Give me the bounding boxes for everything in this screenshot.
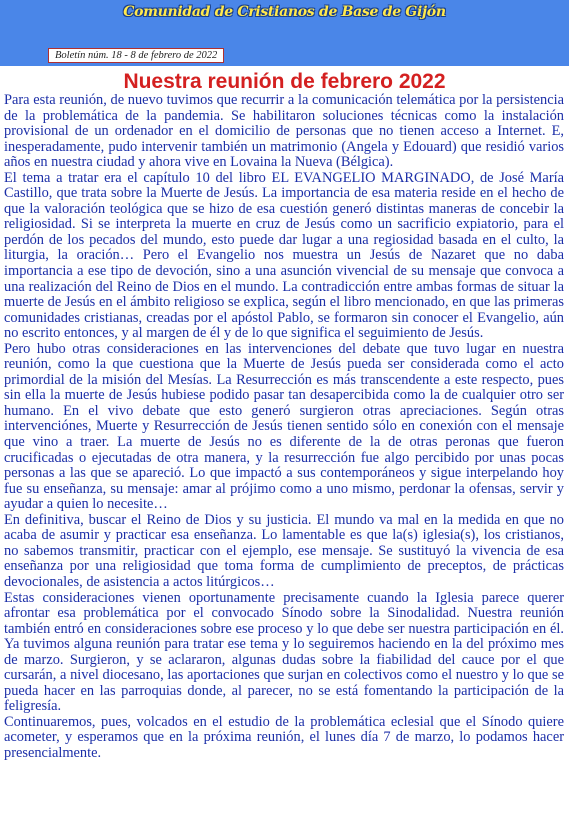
article-body (4, 93, 564, 762)
masthead-title: Comunidad de Cristianos de Base de Gijón (123, 4, 446, 20)
article-paragraph: Continuaremos, pues, volcados en el estudio de la problemática eclesial que el Sínodo quiere acometer, y esperamos que en la próxima reunión, el lunes día 7 de marzo, lo podamos hacer presencialmente. (4, 713, 564, 761)
article-title: Nuestra reunión de febrero 2022 (123, 70, 446, 93)
issue-label: Boletín núm. 18 - 8 de febrero de 2022 (48, 48, 224, 63)
article-paragraph: Para esta reunión, de nuevo tuvimos que recurrir a la comunicación telemática por la persistencia de la problemática de la pandemia. Se habilitaron soluciones técnicas como la instalación provisional de un ordenador en el domicilio de personas que no tienen acceso a Internet. E, inesperadamente, pudo intervenir también un matrimonio (Angela y Edouard) que residió varios años en nuestra ciudad y ahora vive en Lovaina la Nueva (Bélgica). (4, 92, 564, 171)
article-paragraph: Pero hubo otras consideraciones en las intervenciones del debate que tuvo lugar en nuestra reunión, como la que cuestiona que la Muerte de Jesús pueda ser considerada como el acto primordial de la misión del Mesías. La Resurrección es más transcendente a este respecto, pues sin ella la muerte de Jesús hubiese podido pasar tan desapercibida como la de cualquier otro ser humano. En el vivo debate que esto generó surgieron otras apreciaciones. Según otras intervenciónes, Muerte y Resurrección de Jesús tienen sentido sólo en conexión con el mensaje que vino a traer. La muerte de Jesús no es diferente de la de otras peronas que fueron crucificadas o ejecutadas de otra manera, y la resurrección fue algo percibido por unas pocas personas a las que se apareció. Lo que impactó a sus contemporáneos y sigue interpelando hoy fue su enseñanza, su mensaje: amar al prójimo como a uno mismo, perdonar la ofensas, servir y ayudar a quien lo necesite… (4, 340, 564, 513)
article-paragraph: El tema a tratar era el capítulo 10 del libro EL EVANGELIO MARGINADO, de José María Castillo, que trata sobre la Muerte de Jesús. La importancia de esa materia reside en el hecho de que la valoración teológica que se hizo de esa cuestión generó distintas maneras de concebir la religiosidad. Si se interpreta la muerte en cruz de Jesús como un sacrificio expiatorio, para el perdón de los pecados del mundo, esto puede dar lugar a una regiosidad basada en el culto, la liturgia, la oración… Pero el Evangelio nos muestra un Jesús de Nazaret que no daba importancia a ese tipo de devoción, sino a una asunción vivencial de su mensaje que convoca a una realización del Reino de Dios en el mundo. La contradicción entre ambas formas de situar la muerte de Jesús en el ámbito religioso se explica, según el libro mencionado, en que las primeras comunidades cristianas, creadas por el apóstol Pablo, se formaron sin conocer el Evangelio, aún no escrito entonces, y al margen de él y de lo que significa el seguimiento de Jesús. (4, 169, 564, 342)
article-paragraph: En definitiva, buscar el Reino de Dios y su justicia. El mundo va mal en la medida en que no acaba de asumir y practicar esa enseñanza. Lo lamentable es que la(s) iglesia(s), los cristianos, no sabemos transmitir, practicar con el ejemplo, ese mensaje. Se sustituyó la vivencia de esa enseñanza por una religiosidad que toma forma de cumplimiento de preceptos, de prácticas devocionales, de asistencia a actos litúrgicos… (4, 511, 564, 590)
article-paragraph: Estas consideraciones vienen oportunamente precisamente cuando la Iglesia parece querer afrontar esa problemática por el convocado Sínodo sobre la Sinodalidad. Nuestra reunión también entró en consideraciones sobre ese proceso y lo que debe ser nuestra participación en él. Ya tuvimos alguna reunión para tratar ese tema y lo seguiremos haciendo en la del próximo mes de marzo. Surgieron, y se aclararon, algunas dudas sobre la fiabilidad del cauce por el que cursarán, a nivel diocesano, las aportaciones que surjan en colectivos como el nuestro y lo que se pueda hacer en las parroquias donde, al parecer, no se está fomentando la participación de la feligresía. (4, 589, 564, 715)
